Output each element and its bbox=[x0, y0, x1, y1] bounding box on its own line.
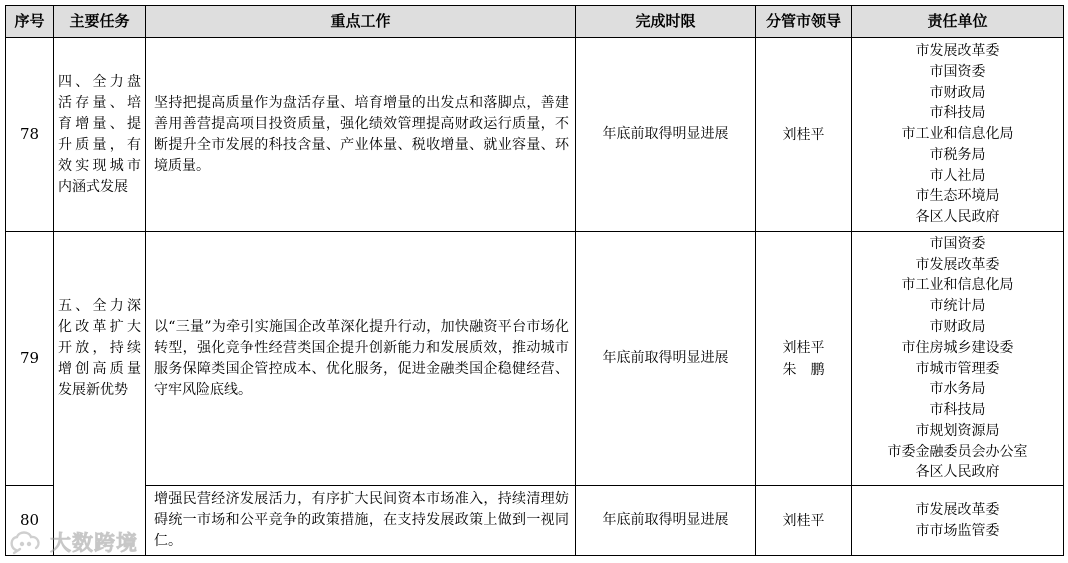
header-responsible-unit: 责任单位 bbox=[852, 6, 1064, 38]
row-number: 78 bbox=[6, 38, 54, 232]
unit-item: 市市场监管委 bbox=[915, 522, 1000, 539]
unit-item: 市财政局 bbox=[929, 84, 986, 101]
key-work-text: 以“三量”为牵引实施国企改革深化提升行动，加快融资平台市场化转型，强化竞争性经营类国企提升创新能力和发展质效，推动城市服务保障类国企管控成本、优化服务，促进金融类国企稳健经营、守牢风险底线。 bbox=[154, 318, 569, 398]
leader-name: 刘桂平 bbox=[782, 126, 825, 143]
brand-logo-icon bbox=[8, 528, 48, 556]
deadline-cell: 年底前取得明显进展 bbox=[576, 486, 756, 556]
unit-item: 市发展改革委 bbox=[915, 501, 1000, 518]
watermark-text: 大数跨境 bbox=[50, 531, 138, 555]
leader-name: 朱 鹏 bbox=[782, 361, 825, 378]
header-main-task: 主要任务 bbox=[54, 6, 146, 38]
watermark bbox=[8, 527, 138, 557]
unit-item: 市科技局 bbox=[929, 402, 986, 419]
leader-cell bbox=[756, 232, 852, 486]
header-leader: 分管市领导 bbox=[756, 6, 852, 38]
table-header-row bbox=[6, 6, 1064, 38]
key-work-cell bbox=[146, 232, 576, 486]
unit-item: 市税务局 bbox=[929, 146, 986, 163]
unit-item: 市住房城乡建设委 bbox=[901, 339, 1014, 356]
row-number: 80 bbox=[6, 486, 54, 556]
unit-item: 市统计局 bbox=[929, 298, 986, 315]
key-work-cell bbox=[146, 486, 576, 556]
main-task-cell bbox=[54, 38, 146, 232]
responsible-unit-cell bbox=[852, 38, 1064, 232]
row-number: 79 bbox=[6, 232, 54, 486]
main-task-text: 四、全力盘活存量、培育增量、提升质量，有效实现城市内涵式发展 bbox=[58, 73, 141, 195]
unit-item: 市城市管理委 bbox=[915, 360, 1000, 377]
deadline-cell: 年底前取得明显进展 bbox=[576, 38, 756, 232]
responsible-unit-cell bbox=[852, 232, 1064, 486]
header-number: 序号 bbox=[6, 6, 54, 38]
unit-item: 市国资委 bbox=[929, 63, 986, 80]
unit-item: 市工业和信息化局 bbox=[901, 126, 1014, 143]
leader-cell bbox=[756, 486, 852, 556]
table-row bbox=[6, 486, 1064, 556]
unit-item: 市发展改革委 bbox=[915, 42, 1000, 59]
leader-cell bbox=[756, 38, 852, 232]
table-row bbox=[6, 38, 1064, 232]
unit-item: 市人社局 bbox=[929, 167, 986, 184]
table-row bbox=[6, 232, 1064, 486]
unit-item: 各区人民政府 bbox=[915, 209, 1000, 226]
unit-item: 各区人民政府 bbox=[915, 464, 1000, 481]
unit-item: 市发展改革委 bbox=[915, 256, 1000, 273]
unit-item: 市财政局 bbox=[929, 318, 986, 335]
unit-item: 市水务局 bbox=[929, 381, 986, 398]
unit-item: 市科技局 bbox=[929, 105, 986, 122]
main-task-cell bbox=[54, 232, 146, 556]
main-task-text: 五、全力深化改革扩大开放，持续增创高质量发展新优势 bbox=[58, 298, 141, 398]
unit-item: 市工业和信息化局 bbox=[901, 277, 1014, 294]
unit-item: 市生态环境局 bbox=[915, 188, 1000, 205]
task-table bbox=[5, 5, 1064, 556]
unit-item: 市委金融委员会办公室 bbox=[887, 443, 1028, 460]
deadline-cell: 年底前取得明显进展 bbox=[576, 232, 756, 486]
key-work-cell bbox=[146, 38, 576, 232]
unit-item: 市规划资源局 bbox=[915, 422, 1000, 439]
key-work-text: 增强民营经济发展活力，有序扩大民间资本市场准入，持续清理妨碍统一市场和公平竞争的政策措施，在支持发展政策上做到一视同仁。 bbox=[154, 491, 569, 549]
header-key-work: 重点工作 bbox=[146, 6, 576, 38]
leader-name: 刘桂平 bbox=[782, 339, 825, 356]
key-work-text: 坚持把提高质量作为盘活存量、培育增量的出发点和落脚点，善建善用善营提高项目投资质量，强化绩效管理提高财政运行质量，不断提升全市发展的科技含量、产业体量、税收增量、就业容量、环境质量。 bbox=[154, 94, 569, 174]
leader-name: 刘桂平 bbox=[782, 512, 825, 529]
header-deadline: 完成时限 bbox=[576, 6, 756, 38]
unit-item: 市国资委 bbox=[929, 235, 986, 252]
responsible-unit-cell bbox=[852, 486, 1064, 556]
